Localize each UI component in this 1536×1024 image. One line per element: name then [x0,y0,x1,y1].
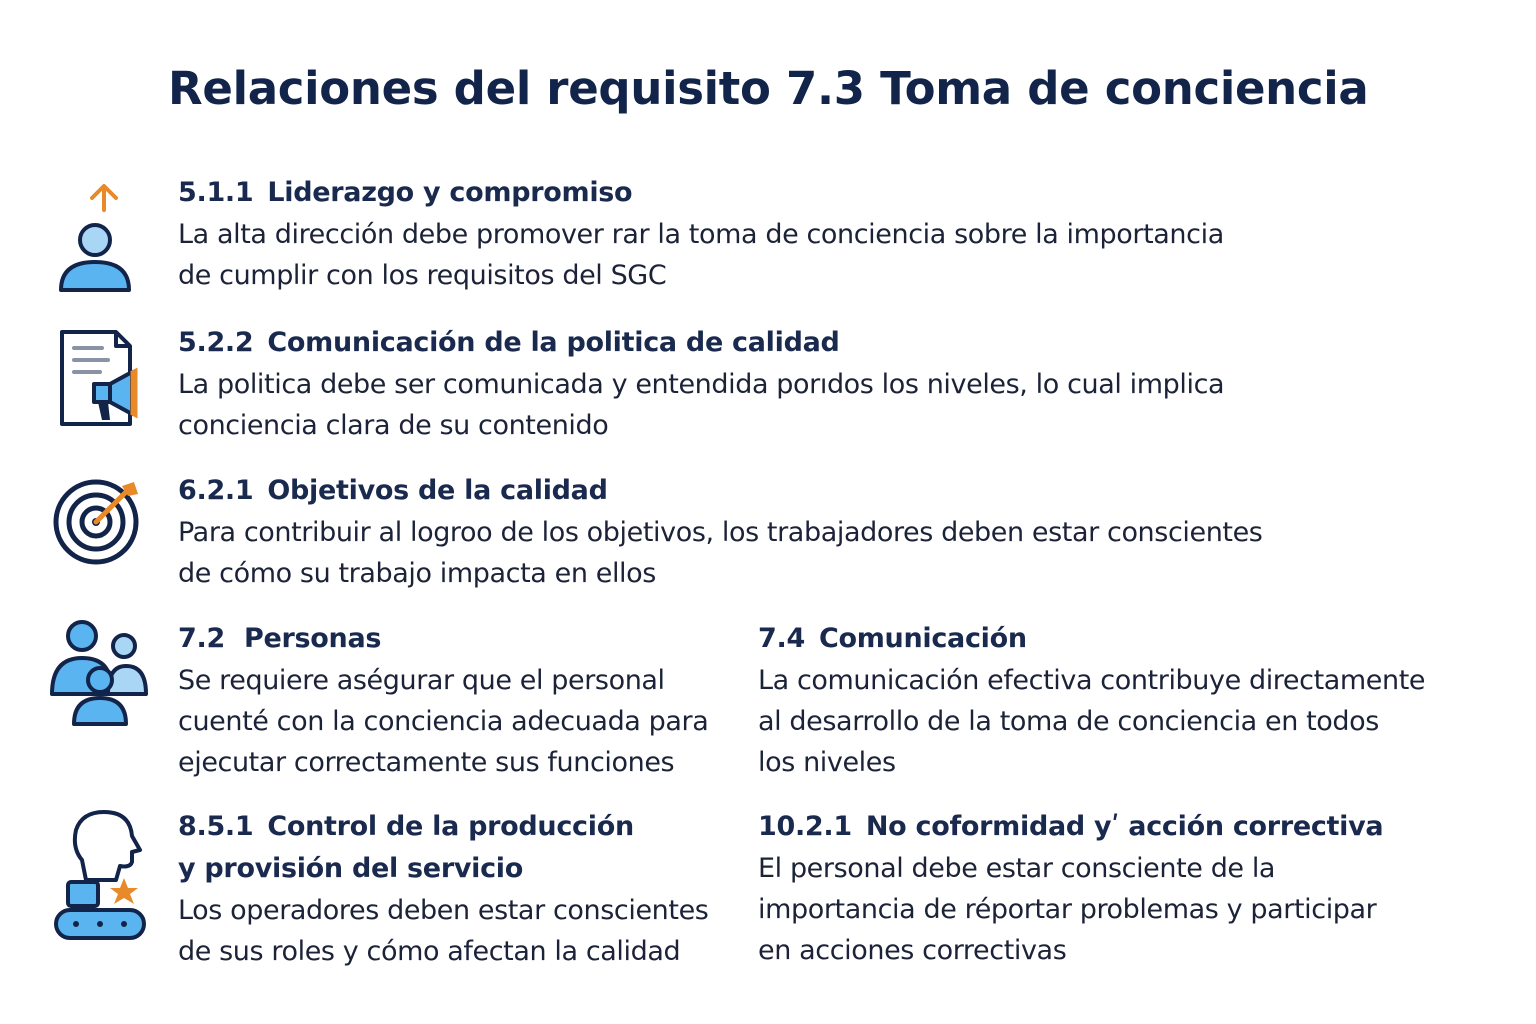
description-line: La comunicación efectiva contribuye directamente [758,665,1426,696]
operator-conveyor-icon [50,808,150,942]
description-line: de cumplir con los requisitos del SGC [178,260,667,291]
description-line: La politica debe ser comunicada y entendida porıdos los niveles, lo cual implica [178,369,1225,400]
document-megaphone-icon [56,326,142,430]
requirement-heading-line2: y provisión del servicio [178,853,523,884]
target-icon [52,476,144,568]
requirement-heading [178,470,1262,512]
requirement-8-5-1 [178,806,708,972]
requirement-description [178,364,1224,446]
description-line: Se requiere aségurar que el personal [178,665,665,696]
requirement-description [178,890,708,972]
requirement-7-2 [178,618,708,783]
requirement-heading [178,322,1224,364]
requirement-heading [758,618,1425,660]
description-line: El personal debe estar consciente de la [758,853,1276,884]
requirement-heading [178,172,1224,214]
requirement-title: Objetivos de la calidad [267,475,608,506]
requirement-title: No coformidad yʹ acción correctiva [865,811,1384,842]
description-line: ejecutar correctamente sus funciones [178,747,675,778]
requirement-5-1-1 [178,172,1224,296]
requirement-heading [758,806,1383,848]
requirement-description [758,660,1425,783]
requirement-number: 7.2 [178,623,225,654]
requirement-number: 10.2.1 [758,811,852,842]
requirement-title: Comunicación [818,623,1027,654]
requirement-number: 5.1.1 [178,177,254,208]
description-line: de sus roles y cómo afectan la calidad [178,936,681,967]
requirement-title: Personas [244,623,382,654]
requirement-title: Control de la producción [267,811,634,842]
description-line: Los operadores deben estar conscientes [178,895,709,926]
description-line: de cómo su trabajo impacta en ellos [178,558,656,589]
description-line: importancia de réportar problemas y participar [758,894,1377,925]
description-line: cuenté con la conciencia adecuada para [178,706,709,737]
requirement-7-4 [758,618,1425,783]
requirement-5-2-2 [178,322,1224,446]
requirement-description [178,214,1224,296]
requirement-number: 6.2.1 [178,475,254,506]
requirement-heading [178,806,708,848]
page-title: Relaciones del requisito 7.3 Toma de conciencia [168,62,1369,115]
description-line: Para contribuir al logroo de los objetivos, los trabajadores deben estar conscientes [178,517,1263,548]
requirement-title: Comunicación de la politica de calidad [267,327,840,358]
people-icon [48,618,150,728]
requirement-number: 5.2.2 [178,327,254,358]
requirement-title: Liderazgo y compromiso [267,177,633,208]
description-line: los niveles [758,747,896,778]
requirement-10-2-1 [758,806,1383,971]
requirement-6-2-1 [178,470,1262,594]
description-line: conciencia clara de su contenido [178,410,609,441]
description-line: La alta dirección debe promover rar la toma de conciencia sobre la importancia [178,219,1224,250]
leader-icon [52,178,138,296]
requirement-description [178,660,708,783]
requirement-number: 8.5.1 [178,811,254,842]
description-line: al desarrollo de la toma de conciencia en todos [758,706,1379,737]
requirement-number: 7.4 [758,623,805,654]
requirement-heading [178,618,708,660]
requirement-description [178,512,1262,594]
requirement-description [758,848,1383,971]
description-line: en acciones correctivas [758,935,1067,966]
